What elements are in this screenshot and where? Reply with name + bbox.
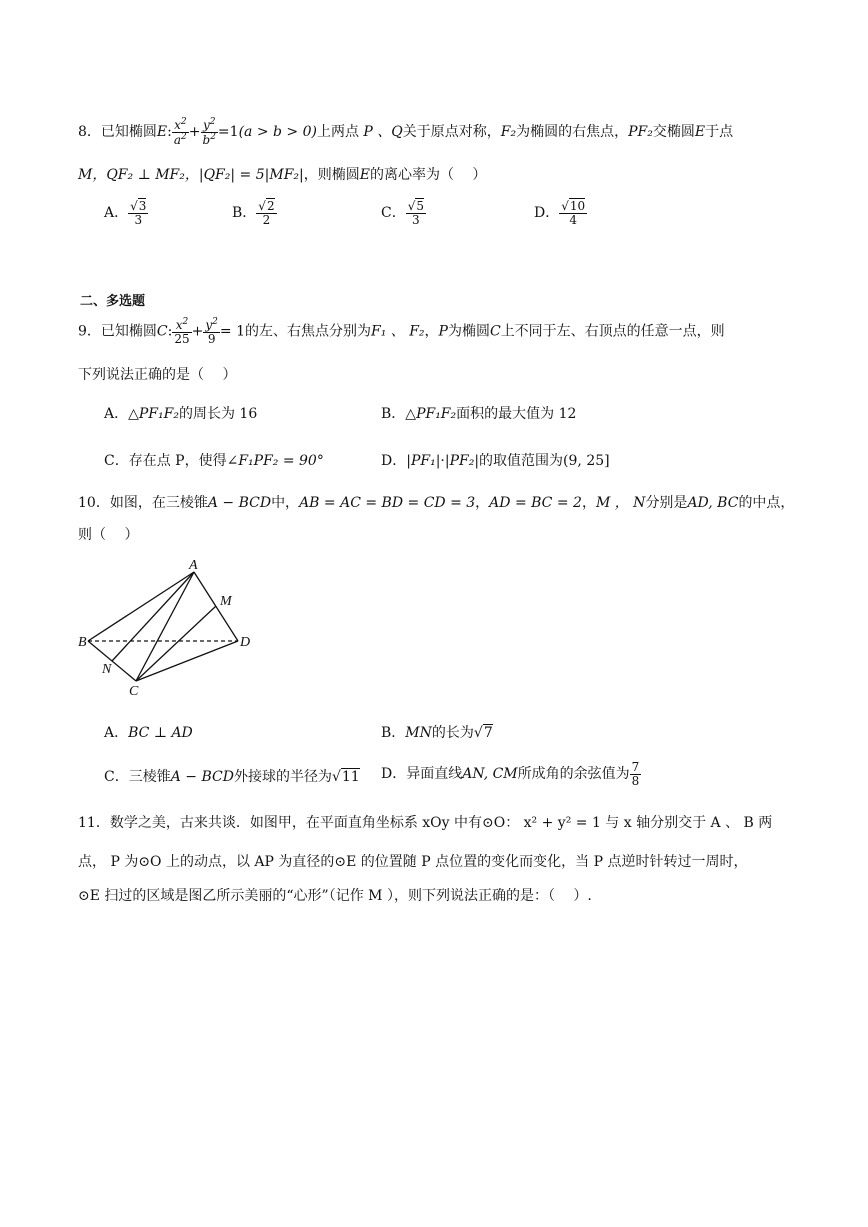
q10-option-b: B．MN的长为√7 <box>381 725 493 741</box>
edge-cd <box>136 641 238 681</box>
q9-option-b: B．△PF₁F₂面积的最大值为 12 <box>381 406 577 422</box>
q11-line3: ⊙E 扫过的区域是图乙所示美丽的“心形”（记作 M ），则下列说法正确的是：（ ）. <box>78 888 592 904</box>
q8-line2: M，QF₂ ⊥ MF₂，|QF₂| = 5|MF₂|，则椭圆E的离心率为（ ） <box>78 167 487 183</box>
q8-option-a: A． $\frac{√3}{3}$ <box>104 199 147 227</box>
q9-frac-x: $\frac{x^2}{25}$ <box>174 317 190 346</box>
label-a: A <box>189 558 198 573</box>
q10-option-a: A．BC ⊥ AD <box>104 725 193 741</box>
edge-ac <box>136 572 194 681</box>
label-m: M <box>220 594 232 609</box>
q8-option-b: B． $\frac{√2}{2}$ <box>232 199 275 227</box>
label-n: N <box>102 662 112 677</box>
segment-cm <box>136 606 216 681</box>
q10-line1: 10．如图，在三棱锥A − BCD中，AB = AC = BD = CD = 3，AD = BC = 2，M ， N分别是AD, BC的中点， <box>78 495 795 511</box>
q9-line2: 下列说法正确的是（ ） <box>78 367 237 383</box>
segment-an <box>112 572 194 661</box>
edge-ab <box>88 572 194 641</box>
q9-option-c: C．存在点 P，使得∠F₁PF₂ = 90° <box>104 453 324 469</box>
tetrahedron-figure <box>76 555 266 700</box>
q9-option-a: A．△PF₁F₂的周长为 16 <box>104 406 258 422</box>
label-b: B <box>78 635 87 650</box>
q10-option-c: C．三棱锥A − BCD外接球的半径为√11 <box>104 769 360 785</box>
q10-line2: 则（ ） <box>78 527 139 543</box>
q8-option-d: D． $\frac{√10}{4}$ <box>534 199 586 227</box>
q10-option-d: D．异面直线AN, CM所成角的余弦值为 $\frac{7}{8}$ <box>381 760 640 788</box>
q9-line1: 9．已知椭圆C: $\frac{x^2}{25}$ + $\frac{y^2}{9}$ = 1的左、右焦点分别为F₁ 、 F₂，P为椭圆C上不同于左、右顶点的任意一点，则 <box>78 317 725 346</box>
q8-line1: 8．已知椭圆E: $\frac{x^2}{a^2}$ + $\frac{y^2}{b^2}$ =1(a > b > 0)上两点 P 、Q关于原点对称，F₂为椭圆的右焦点，PF₂交椭圆E于点 <box>78 117 734 147</box>
q9-frac-y: $\frac{y^2}{9}$ <box>205 317 218 346</box>
section-heading: 二、多选题 <box>80 294 146 309</box>
ellipse-equation: : $\frac{x^2}{a^2}$ + $\frac{y^2}{b^2}$ =1 <box>167 117 239 147</box>
label-c: C <box>129 684 139 699</box>
q9-option-d: D．|PF₁|·|PF₂|的取值范围为(9, 25] <box>381 453 610 469</box>
q11-line1: 11．数学之美，古来共谈．如图甲，在平面直角坐标系 xOy 中有⊙O： x² + y² = 1 与 x 轴分别交于 A 、 B 两 <box>78 815 773 831</box>
q8-option-c: C． $\frac{√5}{3}$ <box>381 199 425 227</box>
label-d: D <box>240 635 251 650</box>
q11-line2: 点， P 为⊙O 上的动点，以 AP 为直径的⊙E 的位置随 P 点位置的变化而变化，当 P 点逆时针转过一周时， <box>78 854 748 870</box>
